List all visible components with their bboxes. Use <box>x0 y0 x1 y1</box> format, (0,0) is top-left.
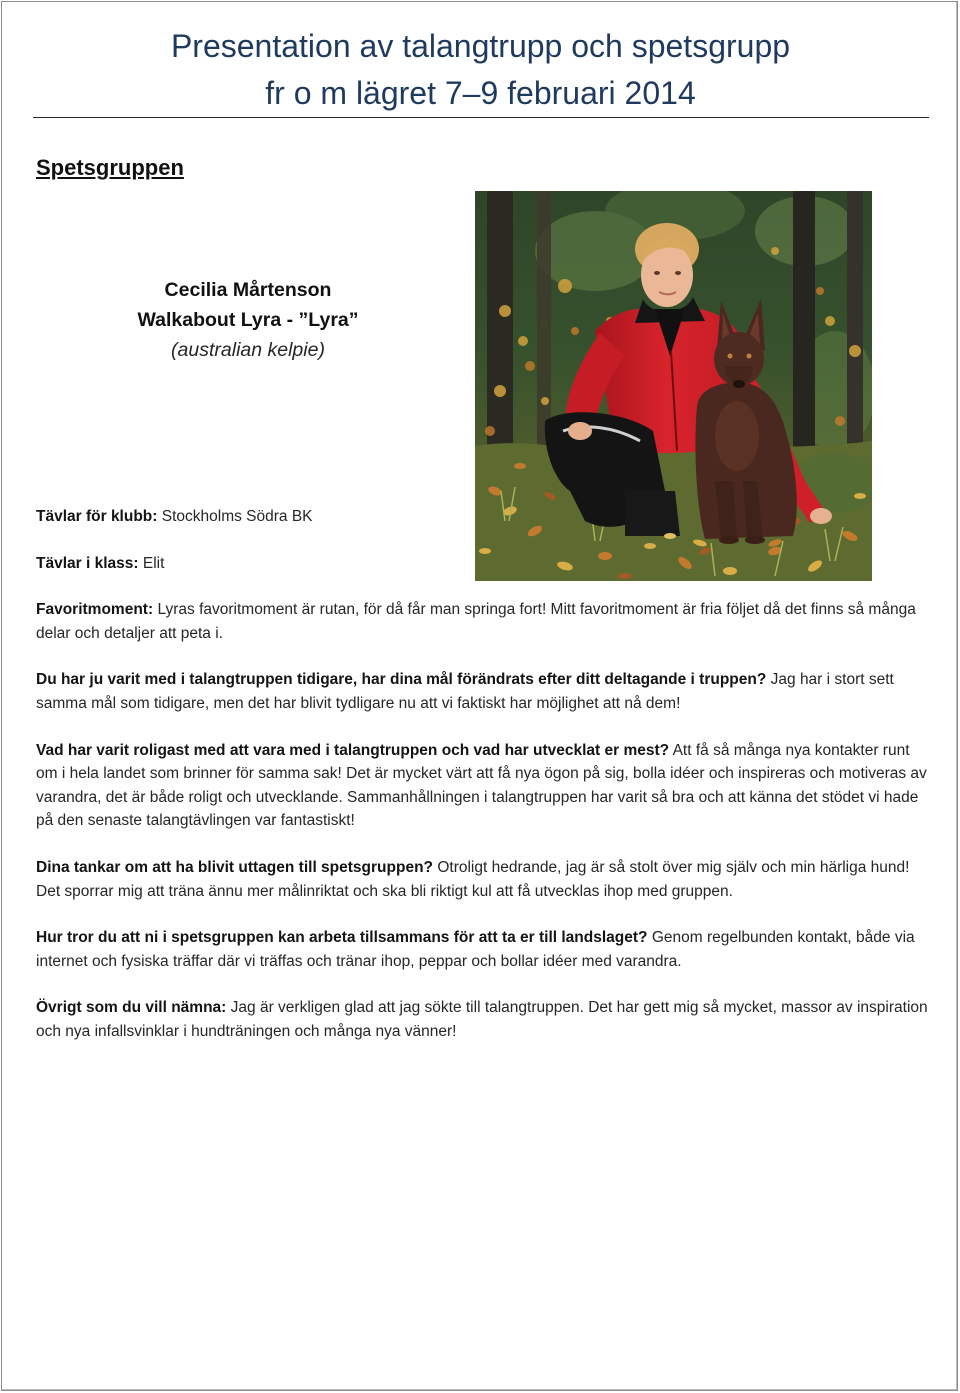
qa-answer: Att få så många nya kontakter runt om i hela landet som brinner för samma sak! Det är mycket värt att få nya ögon på sig, bolla idéer och inspireras och motiveras av varandra, det är både roligt och utvecklande. Sammanhållningen i talangtruppen har varit så bra och att känna det stödet vi hade på den senaste talangtävlingen var fantastiskt! <box>36 741 927 830</box>
qa-item <box>36 668 928 715</box>
detail-value: Stockholms Södra BK <box>161 508 313 525</box>
page-title-line-2: fr o m lägret 7–9 februari 2014 <box>265 75 696 111</box>
qa-item <box>36 926 928 973</box>
document-page <box>1 1 958 1391</box>
qa-question: Dina tankar om att ha blivit uttagen till spetsgruppen? <box>36 858 434 876</box>
qa-item <box>36 996 928 1043</box>
dog-breed: (australian kelpie) <box>171 339 325 361</box>
qa-answer: Jag har i stort sett samma mål som tidigare, men det har blivit tydligare nu att vi faktiskt har möjlighet att nå dem! <box>36 671 894 712</box>
page-title-line-1: Presentation av talangtrupp och spetsgrupp <box>170 28 791 64</box>
qa-answer: Otroligt hedrande, jag är så stolt över mig själv och min härliga hund! Det sporrar mig att träna ännu mer målinriktat och ska bli riktigt kul att få utvecklas ihop med gruppen. <box>36 858 910 900</box>
profile-block <box>36 275 460 365</box>
qa-question: Hur tror du att ni i spetsgruppen kan arbeta tillsammans för att ta er till landslaget? <box>36 929 648 947</box>
detail-label: Favoritmoment: <box>36 601 154 619</box>
title-divider <box>33 117 929 118</box>
page-title <box>2 23 959 117</box>
qa-item <box>36 739 928 833</box>
interview-text <box>36 505 928 1067</box>
qa-question: Övrigt som du vill nämna: <box>36 999 227 1017</box>
detail-value: Lyras favoritmoment är rutan, för då får man springa fort! Mitt favoritmoment är fria följet då det finns så många delar och detaljer att peta i. <box>36 601 916 642</box>
qa-question: Vad har varit roligast med att vara med i talangtruppen och vad har utvecklat er mest? <box>36 741 670 759</box>
section-heading: Spetsgruppen <box>36 155 184 180</box>
detail-value: Elit <box>142 554 165 572</box>
qa-question: Du har ju varit med i talangtruppen tidigare, har dina mål förändrats efter ditt deltagande i truppen? <box>36 671 767 689</box>
handler-name: Cecilia Mårtenson <box>164 279 332 301</box>
detail-club <box>36 505 928 529</box>
qa-item <box>36 856 928 903</box>
detail-favorite <box>36 598 928 645</box>
detail-label: Tävlar för klubb: <box>36 508 158 525</box>
dog-name: Walkabout Lyra - ”Lyra” <box>137 309 359 331</box>
qa-answer: Genom regelbunden kontakt, både via internet och fysiska träffar där vi träffas och tränar ihop, peppar och bollar idéer med varandra. <box>36 929 915 970</box>
qa-answer: Jag är verkligen glad att jag sökte till talangtruppen. Det har gett mig så mycket, massor av inspiration och nya infallsvinklar i hundträningen och många nya vänner! <box>36 999 928 1040</box>
detail-label: Tävlar i klass: <box>36 554 139 572</box>
detail-class <box>36 552 928 576</box>
